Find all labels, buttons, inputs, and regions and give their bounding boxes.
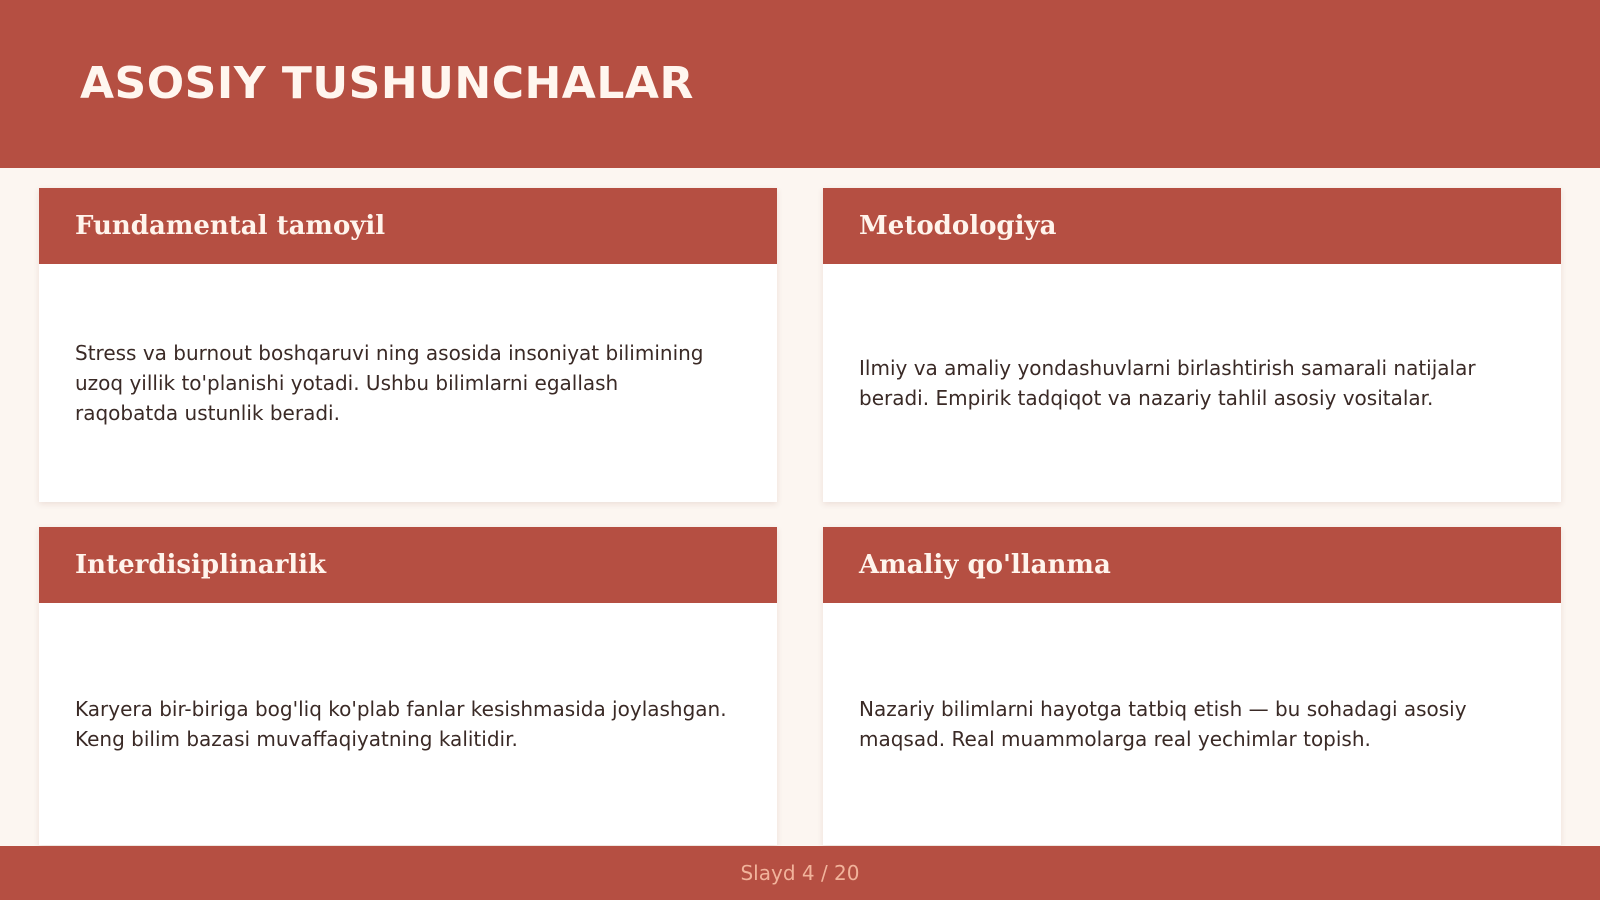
card-fundamental-principle	[39, 188, 777, 502]
slide-header	[0, 0, 1600, 168]
card-practical-guide	[823, 527, 1561, 845]
card-title: Interdisiplinarlik	[75, 550, 327, 580]
card-header	[823, 188, 1561, 264]
card-text: Karyera bir-biriga bog'liq ko'plab fanlar kesishmasida joylashgan. Keng bilim bazasi muvaffaqiyatning kalitidir.	[75, 697, 727, 751]
slide-footer	[0, 846, 1600, 900]
card-body	[39, 264, 777, 502]
card-body	[823, 603, 1561, 845]
card-text: Ilmiy va amaliy yondashuvlarni birlashtirish samarali natijalar beradi. Empirik tadqiqot va nazariy tahlil asosiy vositalar.	[859, 356, 1476, 410]
card-title: Amaliy qo'llanma	[859, 550, 1111, 580]
card-body	[39, 603, 777, 845]
slide-title: ASOSIY TUSHUNCHALAR	[80, 58, 694, 109]
card-header	[823, 527, 1561, 603]
card-title: Fundamental tamoyil	[75, 211, 386, 241]
card-text: Nazariy bilimlarni hayotga tatbiq etish — bu sohadagi asosiy maqsad. Real muammolarga real yechimlar topish.	[859, 697, 1467, 751]
slide-counter: Slayd 4 / 20	[740, 861, 860, 885]
card-body	[823, 264, 1561, 502]
card-header	[39, 188, 777, 264]
card-interdisciplinarity	[39, 527, 777, 845]
card-title: Metodologiya	[859, 211, 1057, 241]
card-methodology	[823, 188, 1561, 502]
card-header	[39, 527, 777, 603]
card-text: Stress va burnout boshqaruvi ning asosida insoniyat bilimining uzoq yillik to'planishi yotadi. Ushbu bilimlarni egallash raqobatda ustunlik beradi.	[75, 341, 704, 425]
